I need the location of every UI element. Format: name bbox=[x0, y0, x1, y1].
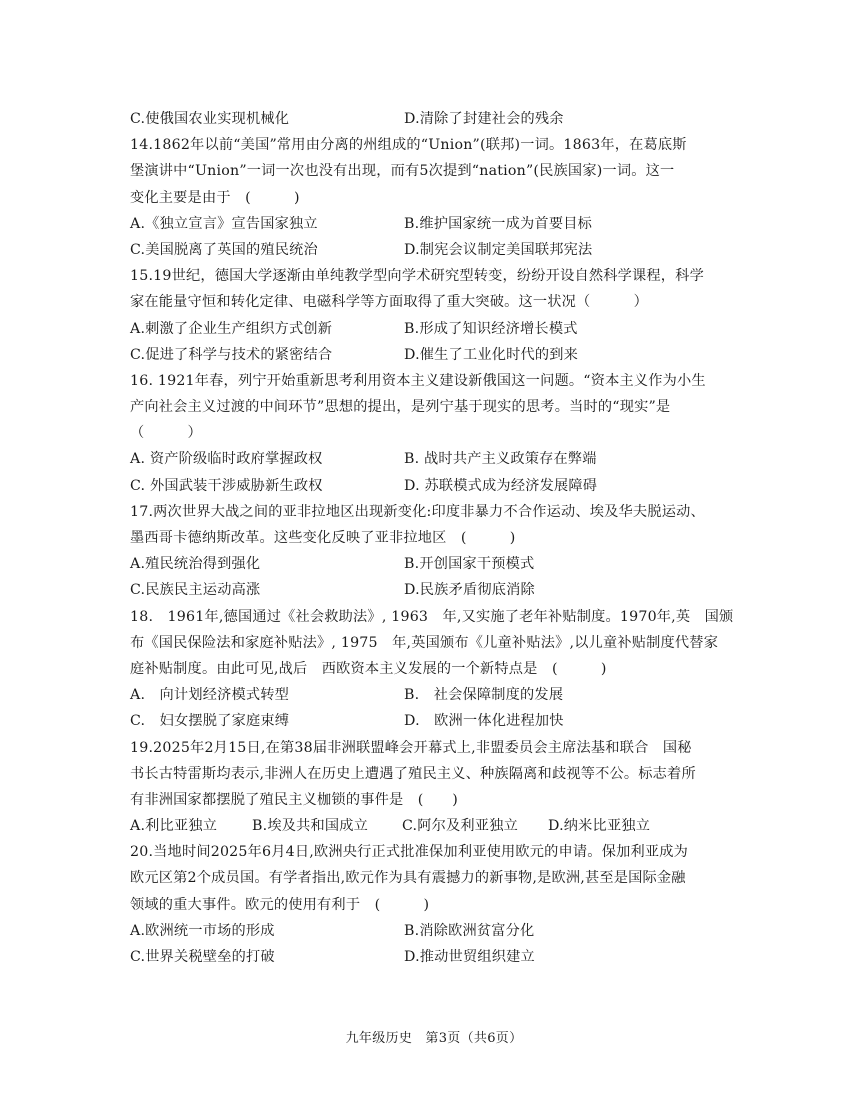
question-text-line: 布《国民保险法和家庭补贴法》, 1975 年,英国颁布《儿童补贴法》,以儿童补贴制度代替家 bbox=[130, 634, 719, 651]
question-text-line: 19.2025年2月15日,在第38届非洲联盟峰会开幕式上,非盟委员会主席法基和联合 国秘 bbox=[130, 739, 692, 756]
question-text-line: 16. 1921年春，列宁开始重新思考利用资本主义建设新俄国这一问题。“资本主义作为小生 bbox=[130, 372, 706, 389]
option-right: D.清除了封建社会的残余 bbox=[404, 111, 564, 127]
question-text-line: 18. 1961年,德国通过《社会救助法》, 1963 年,又实施了老年补贴制度。1970年,英 国颁 bbox=[130, 608, 734, 625]
option-left: C.世界关税壁垒的打破 bbox=[130, 949, 275, 965]
option-right: B.形成了知识经济增长模式 bbox=[404, 320, 578, 337]
option-left: A. 向计划经济模式转型 bbox=[130, 687, 290, 704]
option-row bbox=[130, 577, 742, 603]
option-right: B. 社会保障制度的发展 bbox=[404, 687, 564, 704]
option-left: C. 妇女摆脱了家庭束缚 bbox=[130, 713, 290, 730]
option-row bbox=[130, 237, 742, 263]
option-right: D. 欧洲一体化进程加快 bbox=[404, 713, 564, 730]
question-text-line: 庭补贴制度。由此可见,战后 西欧资本主义发展的一个新特点是 ( ) bbox=[130, 660, 607, 677]
question-text-line: 墨西哥卡德纳斯改革。这些变化反映了亚非拉地区 ( ) bbox=[130, 530, 516, 546]
option-right: B.维护国家统一成为首要目标 bbox=[404, 215, 592, 232]
option-left: A.殖民统治得到强化 bbox=[130, 556, 261, 573]
question-text-line: 领域的重大事件。欧元的使用有利于 ( ) bbox=[130, 896, 430, 913]
option-left: A. 资产阶级临时政府掌握政权 bbox=[130, 451, 323, 468]
option-right: D. 苏联模式成为经济发展障碍 bbox=[404, 477, 598, 494]
option-row bbox=[130, 316, 742, 342]
question-text-line: 堡演讲中“Union”一词一次也没有出现，而有5次提到“nation”(民族国家)一词。这一 bbox=[130, 163, 675, 180]
option-left: A.欧洲统一市场的形成 bbox=[130, 922, 275, 939]
option-left: C.美国脱离了英国的殖民统治 bbox=[130, 241, 318, 258]
option-row bbox=[130, 106, 742, 132]
option-right: B.消除欧洲贫富分化 bbox=[404, 922, 535, 939]
option-row bbox=[130, 944, 742, 970]
question-text-line: 家在能量守恒和转化定律、电磁科学等方面取得了重大突破。这一状况（ ） bbox=[130, 294, 648, 311]
question-text-line: 产向社会主义过渡的中间环节”思想的提出，是列宁基于现实的思考。当时的“现实”是 bbox=[130, 399, 671, 416]
option-left: C.使俄国农业实现机械化 bbox=[130, 111, 290, 127]
option-left: A.刺激了企业生产组织方式创新 bbox=[130, 320, 333, 337]
question-text-line: 欧元区第2个成员国。有学者指出,欧元作为具有震撼力的新事物,是欧洲,甚至是国际金融 bbox=[130, 870, 686, 887]
question-text-line: 20.当地时间2025年6月4日,欧洲央行正式批准保加利亚使用欧元的申请。保加利亚成为 bbox=[130, 844, 689, 861]
page-footer: 九年级历史 第3页（共6页） bbox=[345, 1031, 523, 1046]
option-row bbox=[130, 551, 742, 577]
question-text-line: 17.两次世界大战之间的亚非拉地区出现新变化:印度非暴力不合作运动、埃及华夫脱运动、 bbox=[130, 503, 705, 520]
question-text-line: 变化主要是由于 ( ) bbox=[130, 189, 300, 206]
option: B.埃及共和国成立 bbox=[252, 818, 369, 835]
option-row bbox=[130, 446, 742, 472]
option-left: C. 外国武装干涉威胁新生政权 bbox=[130, 477, 323, 494]
option-left: A.《独立宣言》宣告国家独立 bbox=[130, 215, 318, 232]
exam-page-body bbox=[130, 106, 742, 970]
option-row bbox=[130, 473, 742, 499]
question-text-line: 15.19世纪，德国大学逐渐由单纯教学型向学术研究型转变，纷纷开设自然科学课程，科学 bbox=[130, 268, 704, 285]
option-row bbox=[130, 918, 742, 944]
option-right: B.开创国家干预模式 bbox=[404, 556, 535, 573]
question-text-line: 书长古特雷斯均表示,非洲人在历史上遭遇了殖民主义、种族隔离和歧视等不公。标志着所 bbox=[130, 765, 696, 782]
option-row bbox=[130, 211, 742, 237]
option-right: D.民族矛盾彻底消除 bbox=[404, 582, 535, 599]
option: D.纳米比亚独立 bbox=[548, 818, 651, 835]
option-right: D.制宪会议制定美国联邦宪法 bbox=[404, 241, 593, 258]
question-text-line: （ ） bbox=[130, 425, 202, 442]
option-row bbox=[130, 708, 742, 734]
option-right: D.催生了工业化时代的到来 bbox=[404, 346, 579, 363]
option-left: C.促进了科学与技术的紧密结合 bbox=[130, 346, 333, 363]
option: C.阿尔及利亚独立 bbox=[402, 818, 518, 835]
option-row bbox=[130, 682, 742, 708]
question-text-line: 有非洲国家都摆脱了殖民主义枷锁的事件是 ( ) bbox=[130, 791, 458, 808]
option-right: D.推动世贸组织建立 bbox=[404, 949, 535, 965]
option: A.利比亚独立 bbox=[130, 818, 218, 835]
option-left: C.民族民主运动高涨 bbox=[130, 582, 261, 599]
question-text-line: 14.1862年以前“美国”常用由分离的州组成的“Union”(联邦)一词。1863年，在葛底斯 bbox=[130, 137, 687, 154]
option-row bbox=[130, 813, 742, 839]
option-right: B. 战时共产主义政策存在弊端 bbox=[404, 451, 597, 468]
option-row bbox=[130, 342, 742, 368]
